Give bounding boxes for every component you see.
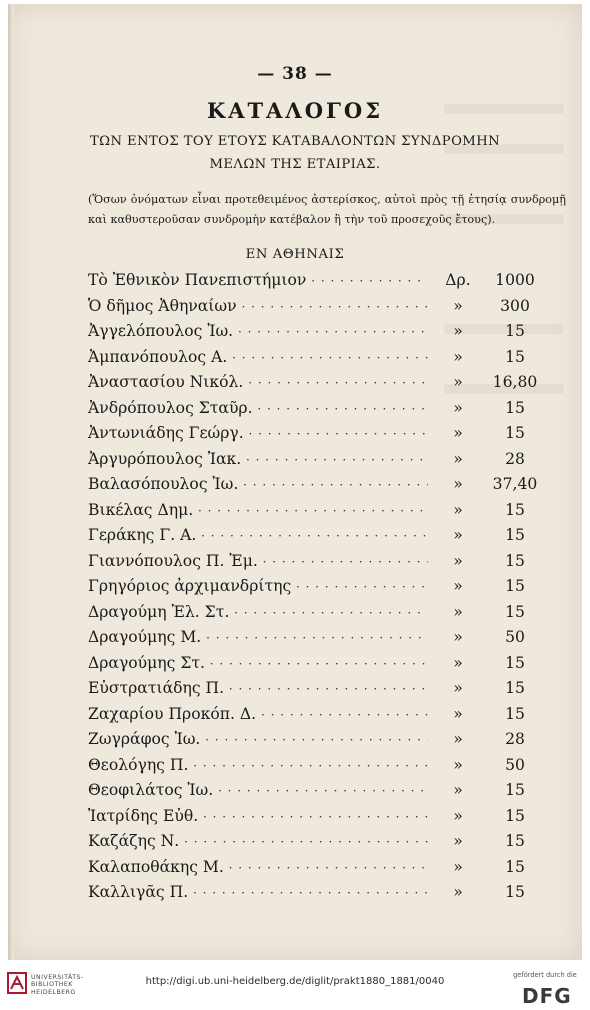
subscriber-row	[8, 319, 582, 345]
currency-mark: »	[453, 449, 463, 468]
subscriber-row	[8, 268, 582, 294]
subscriber-name: Ἀργυρόπουλος Ἰακ. · · ·	[88, 447, 428, 474]
subscriber-row	[8, 523, 582, 549]
subscriber-name: Βικέλας Δημ. · · ·	[88, 498, 428, 525]
currency-mark: »	[453, 883, 463, 901]
funder-note: gefördert durch die	[513, 971, 577, 979]
currency-mark: »	[453, 755, 463, 774]
page-number: — 38 —	[257, 64, 333, 84]
subscriber-name: Ἰατρίδης Εὐθ. · · ·	[88, 804, 428, 831]
subscription-amount: 15	[505, 424, 525, 442]
subscription-amount: 15	[505, 347, 525, 366]
subscription-amount: 50	[505, 628, 525, 646]
subscriber-row	[8, 804, 582, 830]
currency-mark: »	[453, 500, 463, 519]
subscription-amount: 37,40	[492, 475, 538, 493]
library-name: UNIVERSITÄTS- BIBLIOTHEK HEIDELBERG	[31, 974, 84, 996]
catalog-title: ΚΑΤΑΛΟΓΟΣ	[206, 98, 384, 123]
currency-mark: »	[453, 653, 463, 672]
subscriber-row	[8, 676, 582, 702]
source-url-link[interactable]: http://digi.ub.uni-heidelberg.de/diglit/prakt1880_1881/0040	[145, 976, 445, 987]
subscription-amount: 15	[505, 832, 525, 850]
subscriber-name: Ὁ δῆμος Ἀθηναίων · · ·	[88, 294, 428, 321]
subscriber-row	[8, 727, 582, 753]
subscriber-row	[8, 880, 582, 906]
currency-mark: »	[453, 551, 463, 570]
catalog-subtitle-line1: ΤΩΝ ΕΝΤΟΣ ΤΟΥ ΕΤΟΥΣ ΚΑΤΑΒΑΛΟΝΤΩΝ ΣΥΝΔΡΟΜΗΝ	[89, 134, 501, 149]
subscription-amount: 28	[505, 730, 525, 748]
subscriber-name: Γρηγόριος ἀρχιμανδρίτης · · ·	[88, 574, 428, 601]
subscriber-row	[8, 549, 582, 575]
subscriber-name: Ἀνδρόπουλος Σταῦρ. · · ·	[88, 396, 428, 423]
subscriber-row	[8, 829, 582, 855]
currency-mark: »	[453, 602, 463, 621]
subscriber-name: Ζωγράφος Ἰω. · · ·	[88, 727, 428, 754]
currency-mark: »	[453, 373, 463, 391]
footnote: (Ὅσων ὀνόματων εἶναι προτεθειμένος ἀστερίσκος, αὐτοὶ πρὸς τῇ ἐτησίᾳ συνδρομῇ καὶ καθυστεροῦσαν συνδρομὴν κατέβαλον ἢ τὴν τοῦ προσεχοῦς ἔτους).	[88, 193, 566, 226]
subscription-amount: 15	[505, 577, 525, 595]
subscriber-name: Ἀμπανόπουλος Α. · · ·	[88, 345, 428, 372]
subscription-amount: 15	[505, 526, 525, 544]
subscriber-row	[8, 778, 582, 804]
subscriber-name: Δραγούμη Ἐλ. Στ. · · ·	[88, 600, 428, 627]
currency-mark: »	[453, 424, 463, 442]
subscription-amount: 16,80	[492, 373, 538, 391]
subscriber-name: Καζάζης Ν. · · ·	[88, 829, 428, 856]
subscription-amount: 15	[505, 322, 525, 340]
scanned-page	[8, 4, 582, 960]
currency-mark: »	[453, 526, 463, 544]
subscription-amount: 15	[505, 781, 525, 799]
subscriber-row	[8, 702, 582, 728]
subscriber-row	[8, 600, 582, 626]
subscription-amount: 15	[505, 679, 525, 697]
subscriber-name: Δραγούμης Στ. · · ·	[88, 651, 428, 678]
subscription-amount: 300	[500, 296, 530, 315]
subscriber-name: Ἀντωνιάδης Γεώργ. · · ·	[88, 421, 428, 448]
subscription-amount: 50	[505, 755, 525, 774]
subscriber-row	[8, 625, 582, 651]
subscriber-row	[8, 421, 582, 447]
subscription-amount: 15	[505, 500, 525, 519]
subscriber-name: Γιαννόπουλος Π. Ἐμ. · · ·	[88, 549, 428, 576]
currency-mark: »	[453, 577, 463, 595]
currency-mark: »	[453, 398, 463, 417]
section-heading: ΕΝ ΑΘΗΝΑΙΣ	[245, 247, 345, 262]
catalog-subtitle-line2: ΜΕΛΩΝ ΤΗΣ ΕΤΑΙΡΙΑΣ.	[209, 157, 381, 172]
subscriber-row	[8, 651, 582, 677]
subscriber-name: Βαλασόπουλος Ἰω. · · ·	[88, 472, 428, 499]
subscription-amount: 15	[505, 704, 525, 723]
subscription-amount: 15	[505, 602, 525, 621]
subscriber-row	[8, 498, 582, 524]
currency-mark: »	[453, 322, 463, 340]
subscriber-name: Εὐστρατιάδης Π. · · ·	[88, 676, 428, 703]
subscriber-row	[8, 294, 582, 320]
subscriber-list	[8, 268, 582, 906]
subscription-amount: 1000	[495, 271, 535, 289]
currency-mark: »	[453, 475, 463, 493]
subscriber-name: Καλλιγᾶς Π. · · ·	[88, 880, 428, 907]
subscriber-name: Θεοφιλάτος Ἰω. · · ·	[88, 778, 428, 805]
currency-mark: »	[453, 781, 463, 799]
subscriber-row	[8, 753, 582, 779]
subscriber-row	[8, 472, 582, 498]
currency-mark: »	[453, 679, 463, 697]
subscriber-name: Ἀγγελόπουλος Ἰω. · · ·	[88, 319, 428, 346]
subscriber-row	[8, 396, 582, 422]
subscriber-row	[8, 370, 582, 396]
subscription-amount: 15	[505, 806, 525, 825]
dfg-logo: DFG	[522, 984, 572, 1008]
currency-mark: »	[453, 857, 463, 876]
subscription-amount: 15	[505, 551, 525, 570]
subscriber-row	[8, 447, 582, 473]
currency-mark: »	[453, 628, 463, 646]
subscription-amount: 15	[505, 883, 525, 901]
subscription-amount: 15	[505, 653, 525, 672]
subscriber-name: Ἀναστασίου Νικόλ. · · ·	[88, 370, 428, 397]
currency-mark: »	[453, 296, 463, 315]
subscriber-row	[8, 855, 582, 881]
subscriber-row	[8, 574, 582, 600]
subscriber-name: Καλαποθάκης Μ. · · ·	[88, 855, 428, 882]
footer-bar	[0, 962, 590, 1010]
subscriber-name: Ζαχαρίου Προκόπ. Δ. · · ·	[88, 702, 428, 729]
currency-mark: »	[453, 730, 463, 748]
subscription-amount: 15	[505, 398, 525, 417]
subscriber-name: Θεολόγης Π. · · ·	[88, 753, 428, 780]
currency-mark: »	[453, 704, 463, 723]
subscriber-row	[8, 345, 582, 371]
currency-mark: Δρ.	[445, 271, 471, 289]
subscriber-name: Δραγούμης Μ. · · ·	[88, 625, 428, 652]
currency-mark: »	[453, 832, 463, 850]
currency-mark: »	[453, 347, 463, 366]
subscriber-name: Τὸ Ἐθνικὸν Πανεπιστήμιον · · ·	[88, 268, 428, 295]
currency-mark: »	[453, 806, 463, 825]
subscriber-name: Γεράκης Γ. Α. · · ·	[88, 523, 428, 550]
subscription-amount: 15	[505, 857, 525, 876]
subscription-amount: 28	[505, 449, 525, 468]
